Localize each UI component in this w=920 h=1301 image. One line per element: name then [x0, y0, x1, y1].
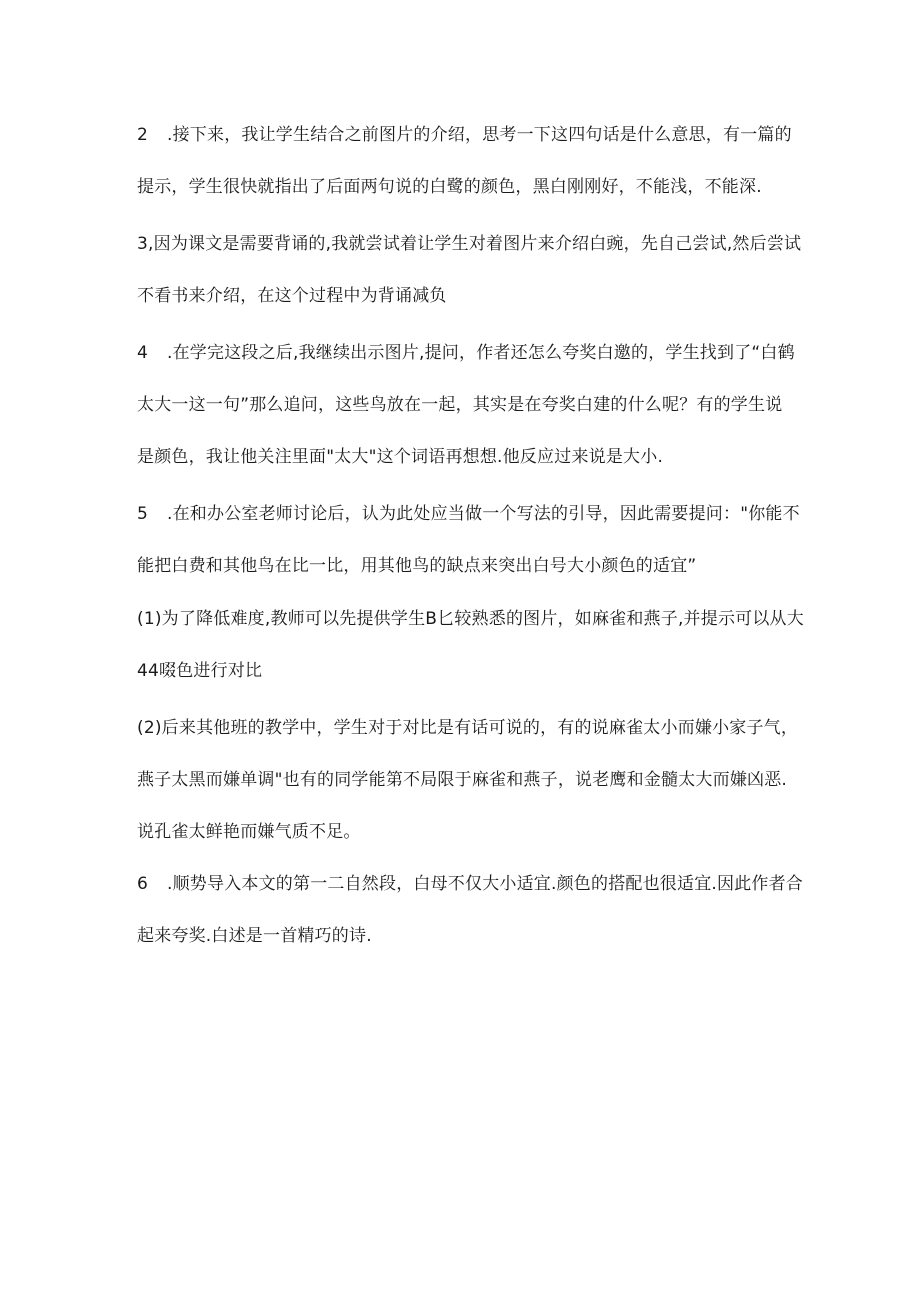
paragraph-number: 4: [137, 343, 149, 363]
text-line: 太大一这一句”那么追问，这些鸟放在一起，其实是在夸奖白建的什么呢？有的学生说: [137, 395, 783, 415]
paragraph-number: 2: [137, 125, 149, 145]
text-line: [137, 488, 800, 540]
paragraph-number: 5: [137, 504, 149, 524]
sub-paragraph-1: [137, 593, 804, 697]
line-text: .接下来，我让学生结合之前图片的介绍，思考一下这四句话是什么意思，有一篇的: [167, 125, 792, 145]
line-text: .在和办公室老师讨论后，认为此处应当做一个写法的引导，因此需要提问："你能不: [167, 504, 800, 524]
text-line: 燕子太黑而嫌单调"也有的同学能第不局限于麻雀和燕子，说老鹰和金髓太大而嫌凶恶.: [137, 770, 788, 790]
paragraph-2: [137, 109, 797, 213]
text-line: 是颜色，我让他关注里面"太大"这个词语再想想.他反应过来说是大小.: [137, 447, 664, 467]
text-line: 起来夸奖.白述是一首精巧的诗.: [137, 926, 372, 946]
paragraph-number: 6: [137, 874, 149, 894]
text-line: 提示，学生很快就指出了后面两句说的白鹭的颜色，黑白刚刚好，不能浅，不能深.: [137, 177, 762, 197]
text-line: 能把白费和其他鸟在比一比，用其他鸟的缺点来突出白号大小颜色的适宜”: [137, 556, 697, 576]
text-line: (1)为了降低难度,教师可以先提供学生B匕较熟悉的图片，如麻雀和燕子,并提示可以从大: [137, 609, 804, 629]
text-line: [137, 858, 804, 910]
paragraph-4: [137, 327, 797, 483]
line-text: .顺势导入本文的第一二自然段，白母不仅大小适宜.颜色的搭配也很适宜.因此作者合: [167, 874, 804, 894]
paragraph-6: [137, 858, 804, 962]
sub-paragraph-2: [137, 702, 797, 858]
text-line: 44啜色进行对比: [137, 661, 263, 681]
text-line: 不看书来介绍，在这个过程中为背诵减负: [137, 286, 447, 306]
paragraph-5: [137, 488, 800, 592]
text-line: [137, 109, 797, 161]
line-text: .在学完这段之后,我继续出示图片,提问，作者还怎么夸奖白邀的，学生找到了“白鹤: [167, 343, 795, 363]
text-line: 说孔雀太鲜艳而嫌气质不足。: [137, 822, 361, 842]
paragraph-3: [137, 218, 802, 322]
text-line: (2)后来其他班的教学中，学生对于对比是有话可说的，有的说麻雀太小而嫌小家子气，: [137, 718, 799, 738]
text-line: 3,因为课文是需要背诵的,我就尝试着让学生对着图片来介绍白豌，先自己尝试,然后尝试: [137, 234, 802, 254]
text-line: [137, 327, 797, 379]
